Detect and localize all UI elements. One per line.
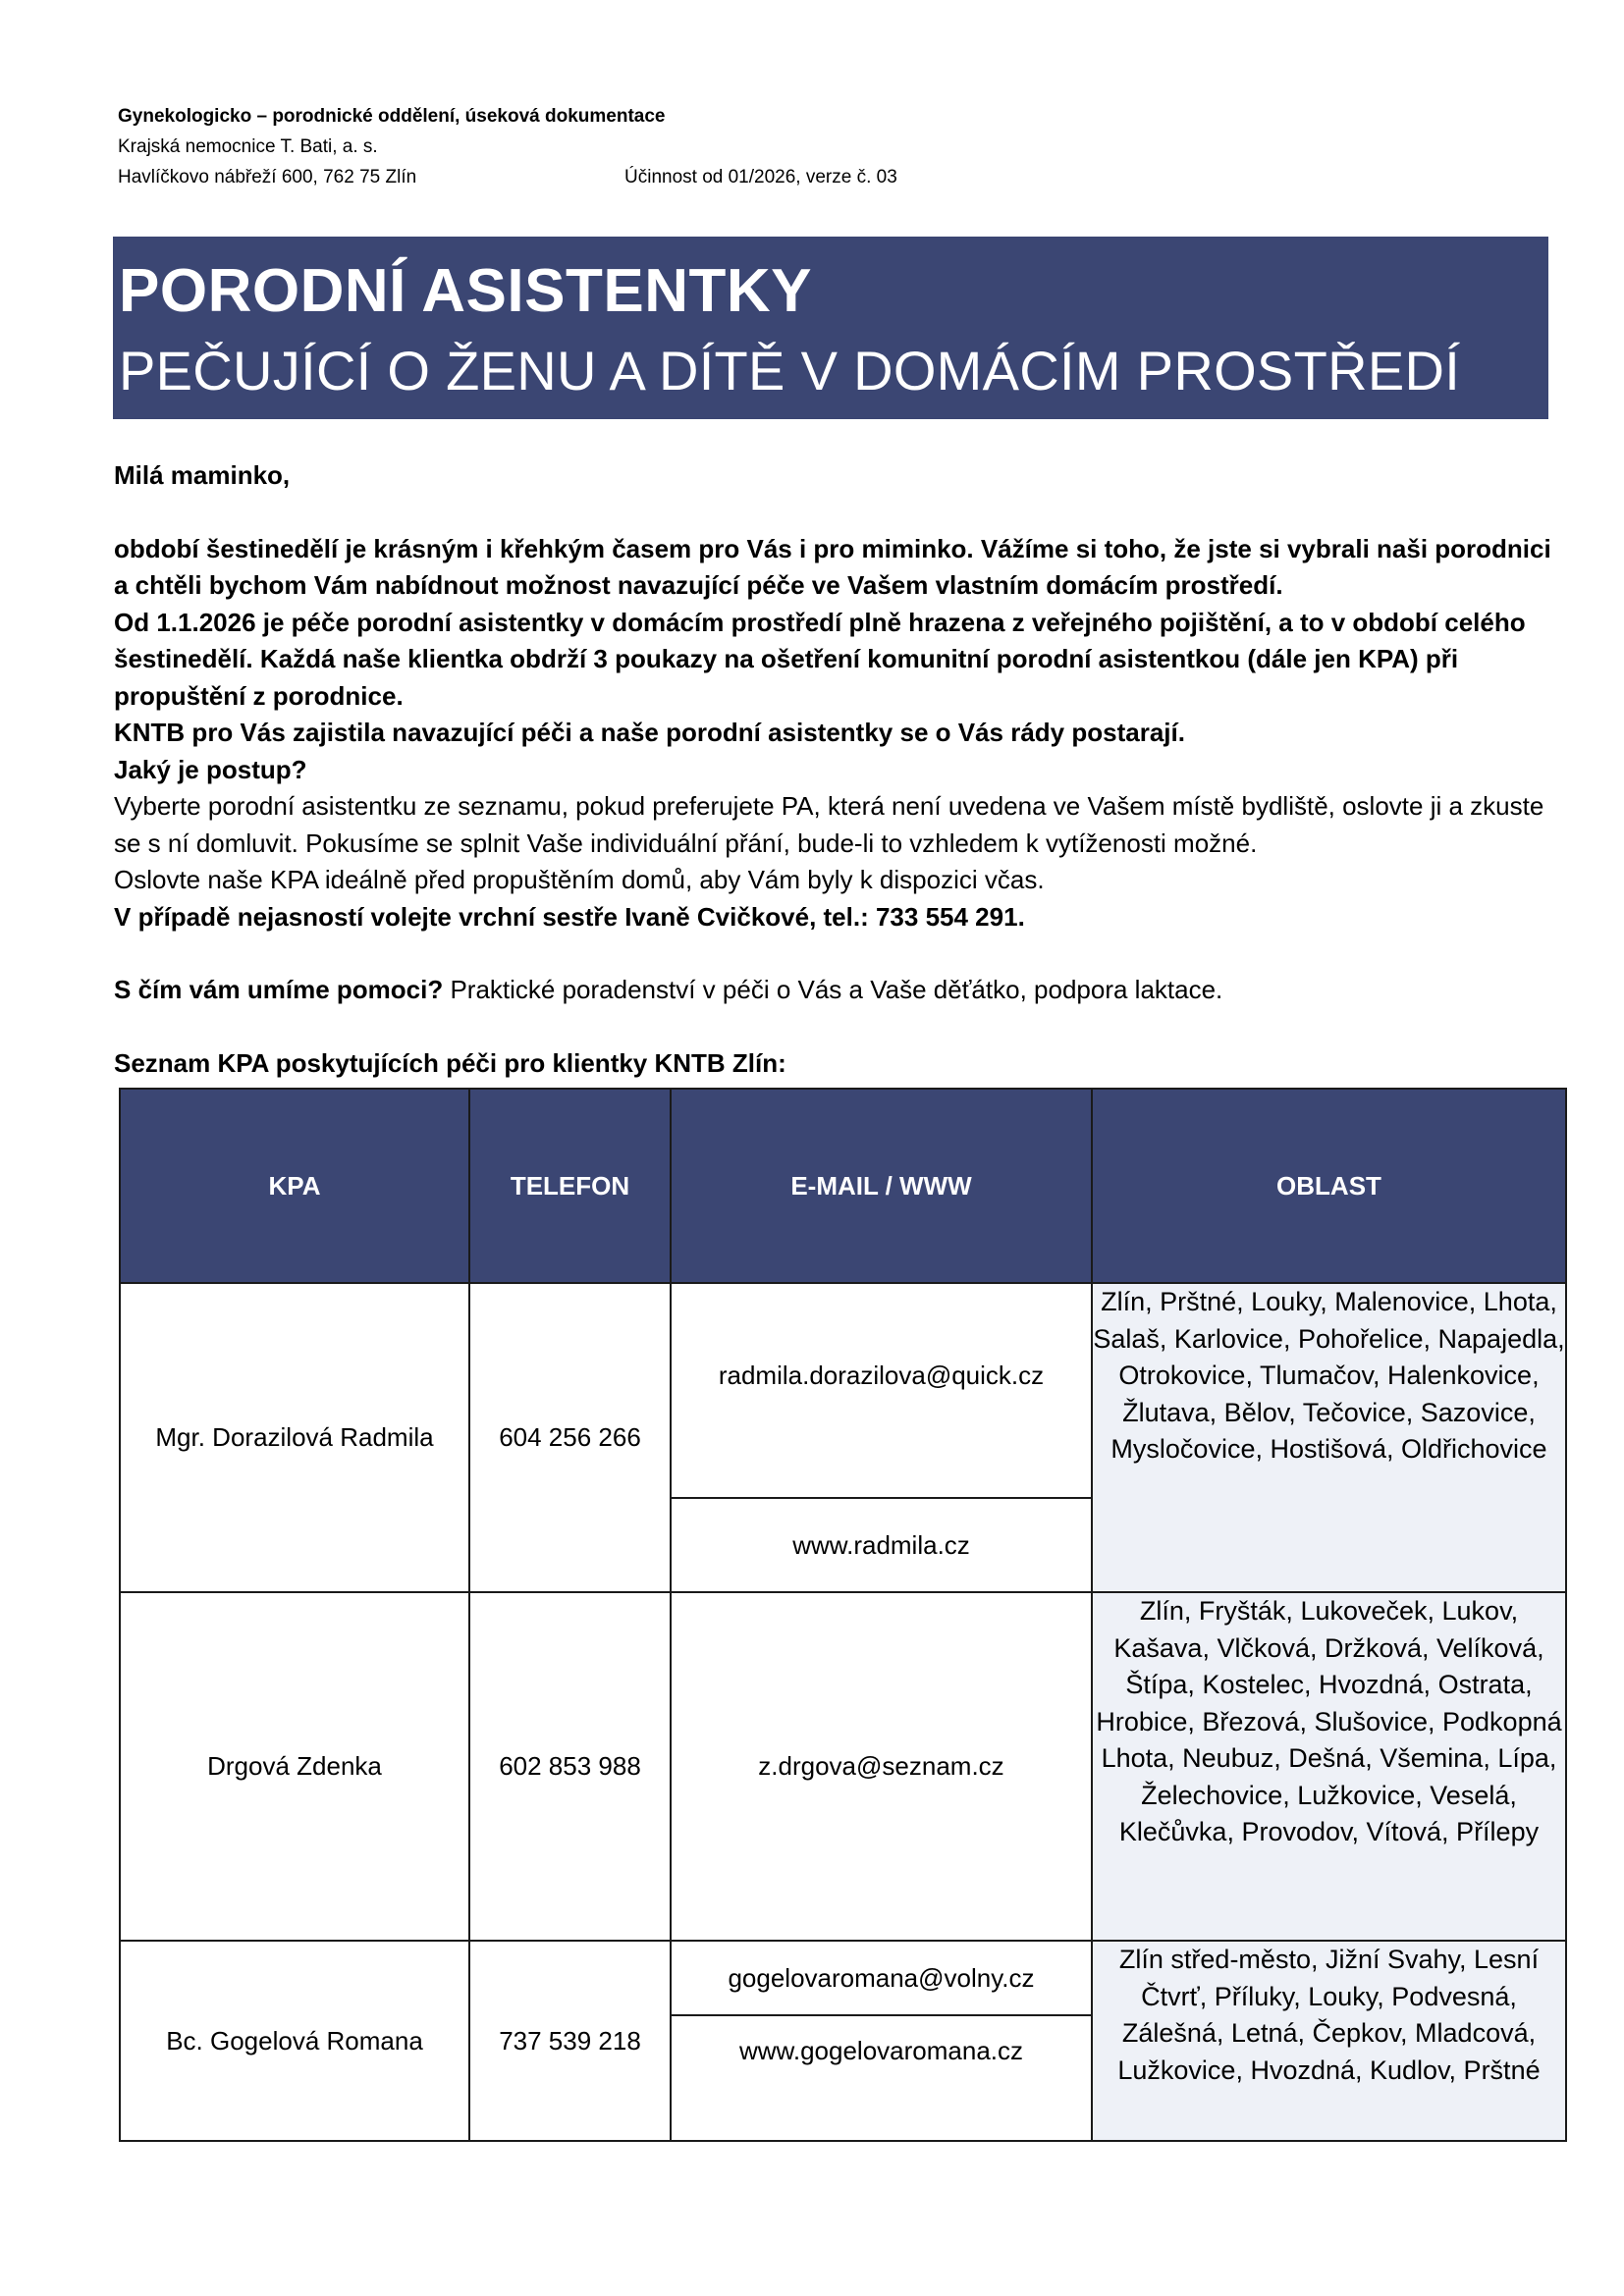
table-row bbox=[120, 1592, 1566, 1941]
help-paragraph bbox=[114, 972, 1557, 1009]
column-header-phone: TELEFON bbox=[469, 1089, 671, 1283]
column-header-area: OBLAST bbox=[1092, 1089, 1566, 1283]
kpa-phone: 602 853 988 bbox=[469, 1592, 671, 1941]
kpa-phone: 737 539 218 bbox=[469, 1941, 671, 2141]
paragraph-phone-contact: V případě nejasností volejte vrchní sestře Ivaně Cvičkové, tel.: 733 554 291. bbox=[114, 901, 1025, 932]
document-header bbox=[118, 101, 897, 192]
paragraph-kntb: KNTB pro Vás zajistila navazující péči a naše porodní asistentky se o Vás rády postarají. bbox=[114, 718, 1185, 747]
kpa-contact-cell bbox=[671, 1283, 1092, 1592]
kpa-website[interactable]: www.gogelovaromana.cz bbox=[672, 2014, 1091, 2140]
kpa-area: Zlín, Fryšták, Lukoveček, Lukov, Kašava, Vlčková, Držková, Velíková, Štípa, Kostelec, Hvozdná, Ostrata, Hrobice, Březová, Slušovice, Podkopná Lhota, Neubuz, Dešná, Všemina, Lípa, Želechovice, Lužkovice, Veselá, Klečůvka, Provodov, Vítová, Přílepy bbox=[1092, 1592, 1566, 1941]
page-title: PORODNÍ ASISTENTKY bbox=[119, 257, 812, 325]
kpa-area: Zlín střed-město, Jižní Svahy, Lesní Čtvrť, Příluky, Louky, Podvesná, Zálešná, Letná, Čepkov, Mladcová, Lužkovice, Hvozdná, Kudlov, Prštné bbox=[1092, 1941, 1566, 2141]
kpa-phone: 604 256 266 bbox=[469, 1283, 671, 1592]
table-header-row bbox=[120, 1089, 1566, 1283]
effective-date: Účinnost od 01/2026, verze č. 03 bbox=[624, 167, 897, 187]
help-question: S čím vám umíme pomoci? bbox=[114, 975, 444, 1004]
kpa-name: Mgr. Dorazilová Radmila bbox=[120, 1283, 469, 1592]
title-banner bbox=[113, 237, 1548, 419]
paragraph-intro: období šestinedělí je krásným i křehkým časem pro Vás i pro miminko. Vážíme si toho, že jste si vybrali naši porodnici a chtěli bychom Vám nabídnout možnost navazující péče ve Vašem vlastním domácím prostředí. bbox=[114, 533, 1551, 600]
help-answer: Praktické poradenství v péči o Vás a Vaše děťátko, podpora laktace. bbox=[443, 975, 1223, 1004]
kpa-name: Bc. Gogelová Romana bbox=[120, 1941, 469, 2141]
kpa-area: Zlín, Prštné, Louky, Malenovice, Lhota, Salaš, Karlovice, Pohořelice, Napajedla, Otrokovice, Tlumačov, Halenkovice, Žlutava, Bělov, Tečovice, Sazovice, Mysločovice, Hostišová, Oldřichovice bbox=[1092, 1283, 1566, 1592]
procedure-heading: Jaký je postup? bbox=[114, 754, 307, 784]
hospital-address: Havlíčkovo nábřeží 600, 762 75 Zlín bbox=[118, 167, 417, 187]
list-title: Seznam KPA poskytujících péči pro klientky KNTB Zlín: bbox=[114, 1047, 786, 1078]
table-row bbox=[120, 1283, 1566, 1592]
kpa-contact-cell bbox=[671, 1941, 1092, 2141]
kpa-name: Drgová Zdenka bbox=[120, 1592, 469, 1941]
paragraph-procedure: Vyberte porodní asistentku ze seznamu, pokud preferujete PA, která není uvedena ve Vašem místě bydliště, oslovte ji a zkuste se s ní domluvit. Pokusíme se splnit Vaše individuální přání, bude-li to vzhledem k vytíženosti možné. bbox=[114, 791, 1544, 858]
hospital-name: Krajská nemocnice T. Bati, a. s. bbox=[118, 136, 378, 157]
greeting: Milá maminko, bbox=[114, 460, 291, 490]
letter-body bbox=[114, 457, 1557, 1082]
column-header-kpa: KPA bbox=[120, 1089, 469, 1283]
kpa-email[interactable]: gogelovaromana@volny.cz bbox=[728, 1962, 1035, 1993]
address-line bbox=[118, 162, 897, 192]
kpa-table bbox=[119, 1088, 1567, 2142]
kpa-email[interactable]: z.drgova@seznam.cz bbox=[671, 1592, 1092, 1941]
department-name: Gynekologicko – porodnické oddělení, úseková dokumentace bbox=[118, 106, 666, 127]
paragraph-contact-timing: Oslovte naše KPA ideálně před propuštěním domů, aby Vám byly k dispozici včas. bbox=[114, 865, 1045, 894]
kpa-website[interactable]: www.radmila.cz bbox=[672, 1497, 1091, 1591]
table-row bbox=[120, 1941, 1566, 2141]
column-header-email: E-MAIL / WWW bbox=[671, 1089, 1092, 1283]
page-subtitle: PEČUJÍCÍ O ŽENU A DÍTĚ V DOMÁCÍM PROSTŘEDÍ bbox=[119, 340, 1461, 401]
paragraph-insurance: Od 1.1.2026 je péče porodní asistentky v domácím prostředí plně hrazena z veřejného pojištění, a to v období celého šestinedělí. Každá naše klientka obdrží 3 poukazy na ošetření komunitní porodní asistentkou (dále jen KPA) při propuštění z porodnice. bbox=[114, 607, 1526, 711]
kpa-email[interactable]: radmila.dorazilova@quick.cz bbox=[718, 1361, 1045, 1390]
